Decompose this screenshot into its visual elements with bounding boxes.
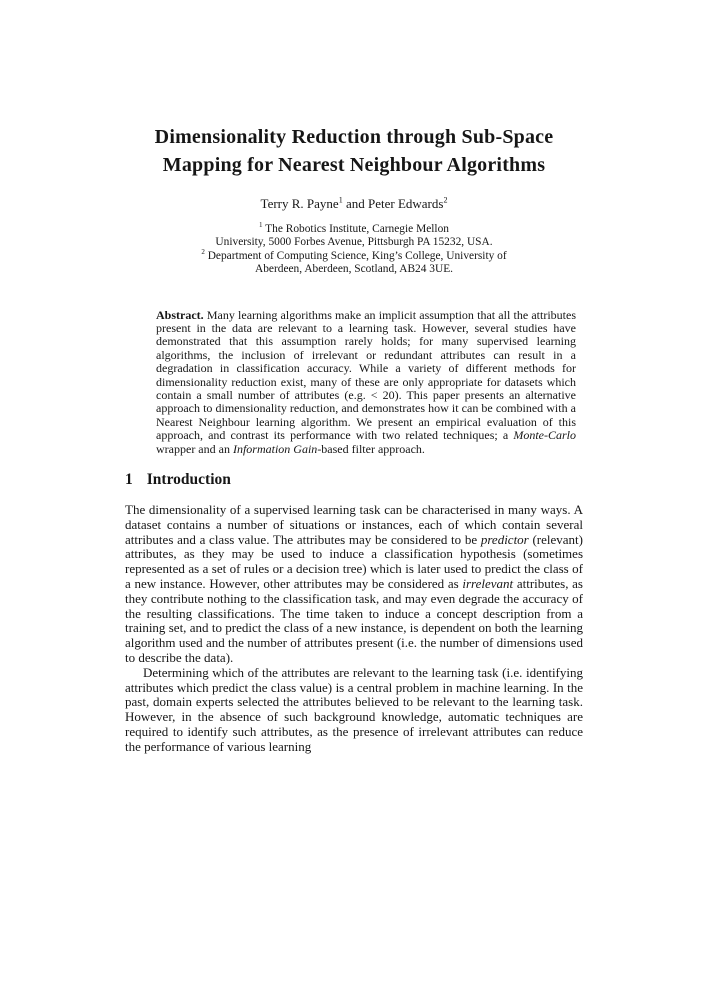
paragraph: Determining which of the attributes are relevant to the learning task (i.e. identifying attributes which predict the class value) is a central problem in machine learning. In the past, domain experts selected the attributes believed to be relevant to the learning task. However, in the absence of such background knowledge, automatic techniques are required to identify such attributes, as the presence of irrelevant attributes can reduce the performance of various learning (125, 664, 583, 754)
authors-line: Terry R. Payne$^1$ and Peter Edwards$^2$ (260, 195, 448, 211)
paper-title (125, 124, 583, 179)
affiliation-line: $^2$ Department of Computing Science, King’s College, University of (201, 248, 507, 262)
introduction-body (125, 503, 583, 755)
section-title: Introduction (146, 471, 231, 489)
affiliation-line: $^1$ The Robotics Institute, Carnegie Mellon (259, 221, 449, 235)
paper-title-line-1: Dimensionality Reduction through Sub-Space (154, 126, 554, 148)
affiliations-block (125, 223, 583, 277)
section-heading-introduction (125, 471, 583, 489)
affiliation-line: Aberdeen, Aberdeen, Scotland, AB24 3UE. (254, 263, 454, 276)
text-column (125, 0, 583, 755)
abstract: Abstract. Many learning algorithms make an implicit assumption that all the attributes present in the data are relevant to a learning task. However, several studies have demonstrated that this assumption rarely holds; for many supervised learning algorithms, the inclusion of irrelevant or redundant attributes can result in a degradation in classification accuracy. While a variety of different methods for dimensionality reduction exist, many of these are only appropriate for datasets which contain a small number of attributes (e.g. < 20). This paper presents an alternative approach to dimensionality reduction, and demonstrates how it can be combined with a Nearest Neighbour learning algorithm. We present an empirical evaluation of this approach, and contrast its performance with two related techniques; a Monte-Carlo wrapper and an Information Gain-based filter approach. (156, 307, 576, 456)
affiliation-line: University, 5000 Forbes Avenue, Pittsburgh PA 15232, USA. (215, 236, 493, 249)
paper-title-line-2: Mapping for Nearest Neighbour Algorithms (162, 153, 546, 176)
paragraph: The dimensionality of a supervised learning task can be characterised in many ways. A dataset contains a number of situations or instances, each of which contain several attributes and a class value. The attributes may be considered to be predictor (relevant) attributes, as they may be used to induce a classification hypothesis (sometimes represented as a set of rules or a decision tree) which is later used to predict the class of a new instance. However, other attributes may be considered as irrelevant attributes, as they contribute nothing to the classification task, and may even degrade the accuracy of the resulting classifications. The time taken to induce a concept description from a training set, and to predict the class of a new instance, is dependent on both the learning algorithm used and the number of attributes present (i.e. the number of dimensions used to describe the data). (125, 502, 583, 666)
section-number: 1 (125, 471, 133, 489)
